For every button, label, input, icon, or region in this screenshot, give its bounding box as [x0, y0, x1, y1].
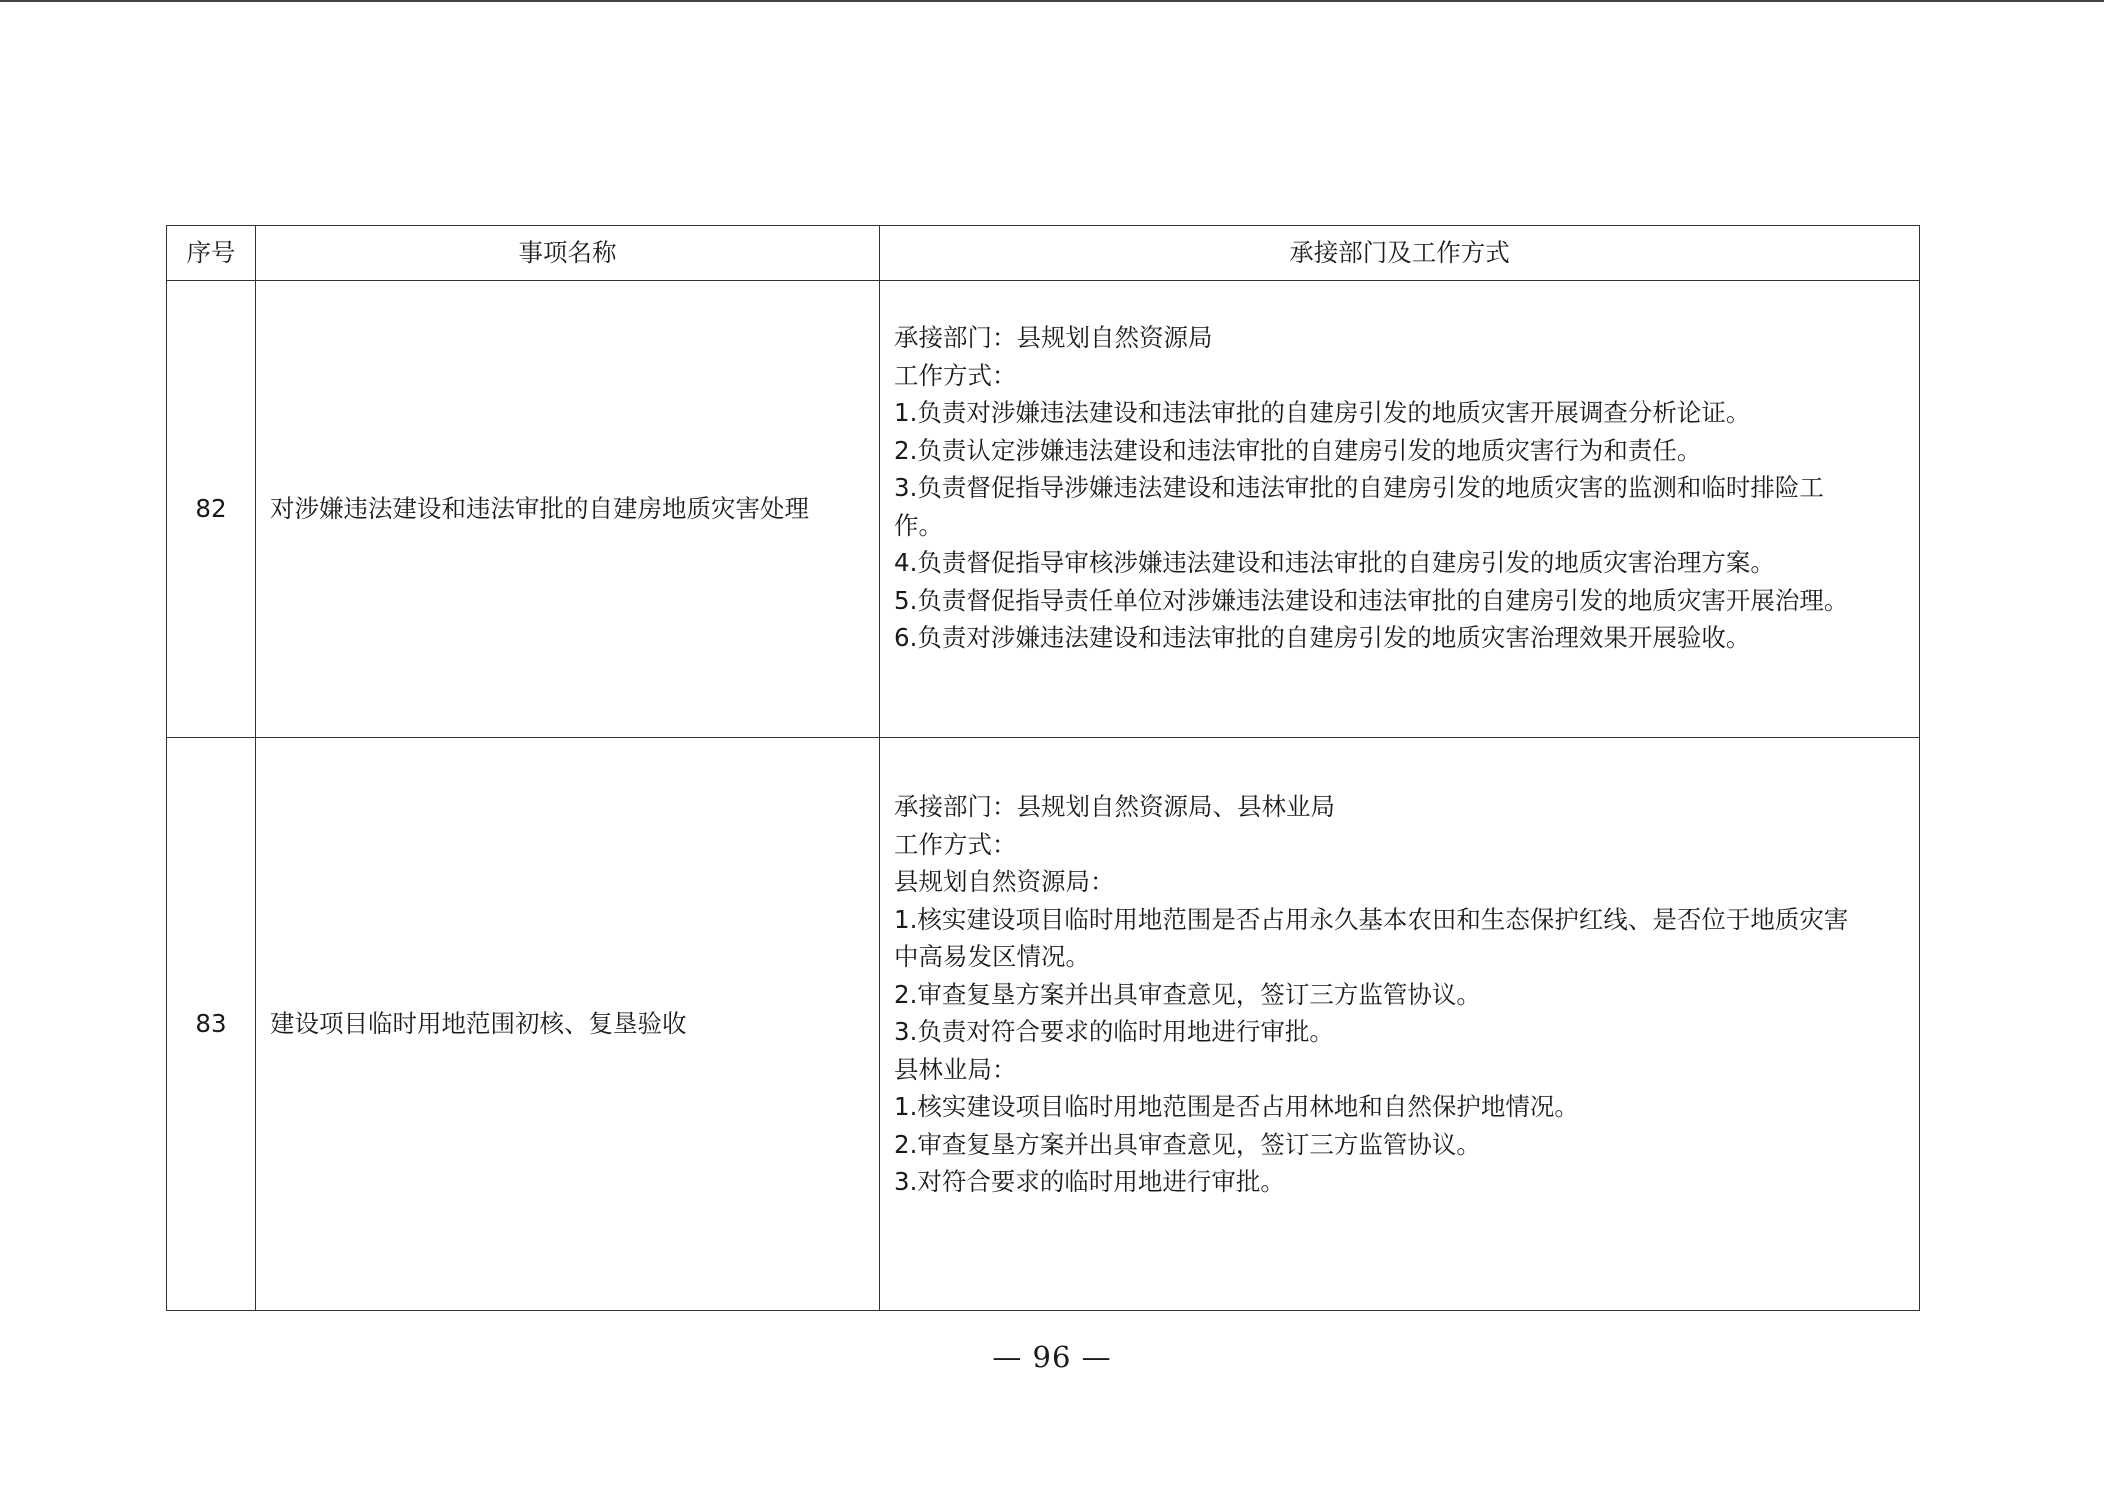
table-row: [167, 281, 1920, 738]
row-serial-number: 82: [167, 281, 256, 738]
dept-line: 2.审查复垦方案并出具审查意见，签订三方监管协议。: [894, 1129, 1481, 1159]
page-number: — 96 —: [992, 1340, 1112, 1374]
header-item-name: 事项名称: [256, 226, 880, 281]
dept-line: 县规划自然资源局：: [894, 867, 1115, 896]
dept-line: 中高易发区情况。: [894, 942, 1090, 971]
row-department-and-method: [880, 281, 1920, 738]
dept-line: 4.负责督促指导审核涉嫌违法建设和违法审批的自建房引发的地质灾害治理方案。: [894, 548, 1775, 577]
items-table: [166, 225, 1920, 1311]
dept-line: 承接部门：县规划自然资源局、县林业局: [894, 792, 1335, 821]
header-department-and-method: 承接部门及工作方式: [880, 226, 1920, 281]
dept-line: 3.对符合要求的临时用地进行审批。: [894, 1167, 1285, 1196]
dept-line: 1.负责对涉嫌违法建设和违法审批的自建房引发的地质灾害开展调查分析论证。: [894, 398, 1751, 427]
dept-line: 5.负责督促指导责任单位对涉嫌违法建设和违法审批的自建房引发的地质灾害开展治理。: [894, 585, 1849, 615]
dept-line: 3.负责对符合要求的临时用地进行审批。: [894, 1017, 1334, 1046]
dept-line: 工作方式：: [894, 829, 1017, 859]
dept-line: 6.负责对涉嫌违法建设和违法审批的自建房引发的地质灾害治理效果开展验收。: [894, 623, 1751, 652]
row-item-name: 对涉嫌违法建设和违法审批的自建房地质灾害处理: [256, 281, 880, 738]
dept-line: 2.审查复垦方案并出具审查意见，签订三方监管协议。: [894, 979, 1481, 1009]
dept-line: 承接部门：县规划自然资源局: [894, 323, 1213, 352]
row-item-name: 建设项目临时用地范围初核、复垦验收: [256, 738, 880, 1311]
table-header-row: [167, 226, 1920, 281]
table-row: [167, 738, 1920, 1311]
dept-line: 1.核实建设项目临时用地范围是否占用林地和自然保护地情况。: [894, 1092, 1579, 1121]
header-serial-number: 序号: [167, 226, 256, 281]
dept-line: 1.核实建设项目临时用地范围是否占用永久基本农田和生态保护红线、是否位于地质灾害: [894, 904, 1849, 934]
top-border-line: [0, 0, 2104, 2]
dept-line: 2.负责认定涉嫌违法建设和违法审批的自建房引发的地质灾害行为和责任。: [894, 435, 1702, 465]
row-department-and-method: [880, 738, 1920, 1311]
dept-line: 工作方式：: [894, 360, 1017, 390]
dept-line: 县林业局：: [894, 1054, 1017, 1084]
dept-line: 作。: [894, 510, 943, 540]
row-serial-number: 83: [167, 738, 256, 1311]
dept-line: 3.负责督促指导涉嫌违法建设和违法审批的自建房引发的地质灾害的监测和临时排险工: [894, 473, 1824, 502]
